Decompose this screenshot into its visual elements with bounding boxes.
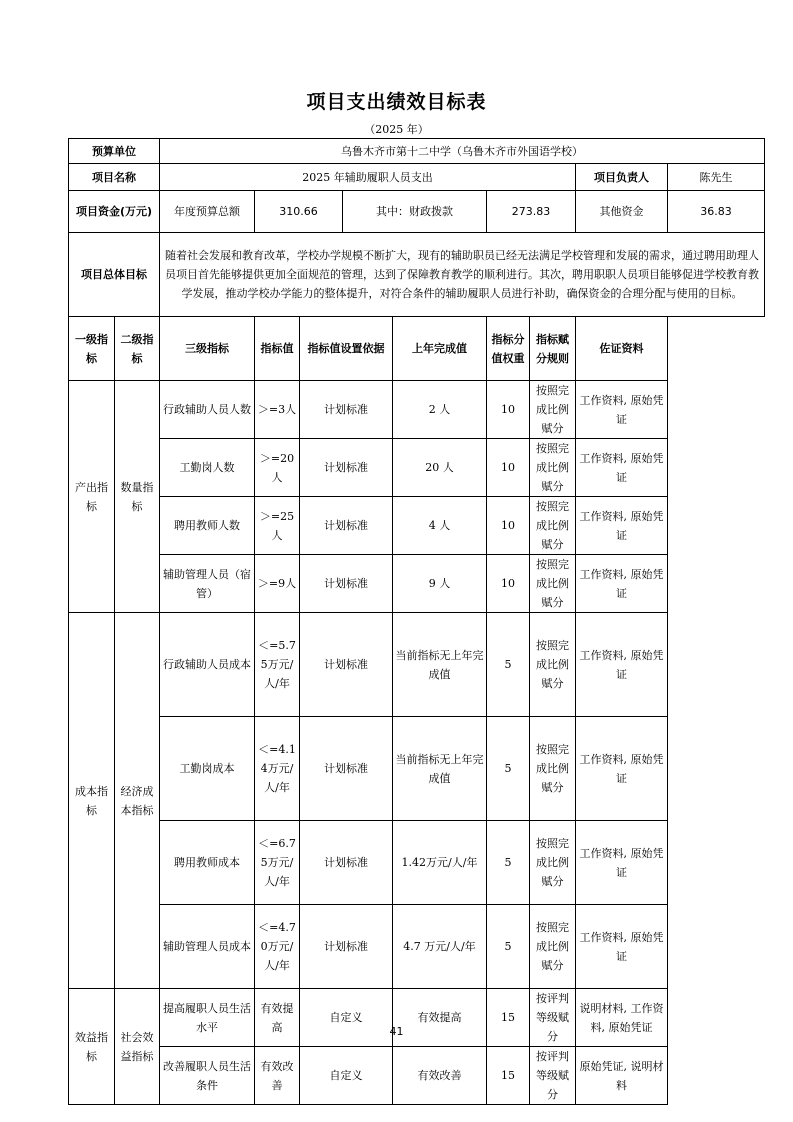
level1-indicator: 效益指标 bbox=[69, 989, 115, 1105]
indicator-value: ＞=25人 bbox=[255, 497, 300, 555]
header-level1: 一级指标 bbox=[69, 317, 115, 381]
level3-indicator-name: 行政辅助人员人数 bbox=[160, 381, 255, 439]
budget-unit-label: 预算单位 bbox=[69, 139, 160, 164]
header-scoring-rule: 指标赋分规则 bbox=[530, 317, 576, 381]
header-evidence: 佐证资料 bbox=[576, 317, 668, 381]
level3-indicator-name: 聘用教师成本 bbox=[160, 821, 255, 905]
indicator-weight: 5 bbox=[487, 717, 530, 821]
scoring-rule: 按照完成比例赋分 bbox=[530, 905, 576, 989]
scoring-rule: 按照完成比例赋分 bbox=[530, 497, 576, 555]
indicator-value: ＞=3人 bbox=[255, 381, 300, 439]
level2-indicator: 社会效益指标 bbox=[115, 989, 160, 1105]
header-last-year: 上年完成值 bbox=[393, 317, 487, 381]
level2-indicator: 经济成本指标 bbox=[115, 613, 160, 989]
level3-indicator-name: 辅助管理人员成本 bbox=[160, 905, 255, 989]
evidence-material: 工作资料, 原始凭证 bbox=[576, 497, 668, 555]
evidence-material: 工作资料, 原始凭证 bbox=[576, 381, 668, 439]
indicator-basis: 计划标准 bbox=[300, 821, 393, 905]
level3-indicator-name: 改善履职人员生活条件 bbox=[160, 1047, 255, 1105]
indicator-value: 有效提高 bbox=[255, 989, 300, 1047]
scoring-rule: 按照完成比例赋分 bbox=[530, 439, 576, 497]
last-year-value: 当前指标无上年完成值 bbox=[393, 613, 487, 717]
indicator-value: ＜=4.14万元/人/年 bbox=[255, 717, 300, 821]
budget-unit-value: 乌鲁木齐市第十二中学（乌鲁木齐市外国语学校） bbox=[160, 139, 765, 164]
header-value: 指标值 bbox=[255, 317, 300, 381]
indicator-row bbox=[69, 381, 765, 439]
indicator-basis: 计划标准 bbox=[300, 717, 393, 821]
scoring-rule: 按照完成比例赋分 bbox=[530, 381, 576, 439]
last-year-value: 1.42万元/人/年 bbox=[393, 821, 487, 905]
level3-indicator-name: 辅助管理人员（宿管） bbox=[160, 555, 255, 613]
level3-indicator-name: 提高履职人员生活水平 bbox=[160, 989, 255, 1047]
indicator-row bbox=[69, 717, 765, 821]
performance-target-table bbox=[68, 138, 765, 1105]
evidence-material: 说明材料, 工作资料, 原始凭证 bbox=[576, 989, 668, 1047]
last-year-value: 4 人 bbox=[393, 497, 487, 555]
indicator-basis: 自定义 bbox=[300, 1047, 393, 1105]
indicator-basis: 计划标准 bbox=[300, 555, 393, 613]
other-funds-value: 36.83 bbox=[668, 191, 765, 233]
fiscal-funds-label: 其中：财政拨款 bbox=[343, 191, 487, 233]
fiscal-funds-value: 273.83 bbox=[487, 191, 576, 233]
project-name-value: 2025 年辅助履职人员支出 bbox=[160, 164, 576, 191]
project-owner-label: 项目负责人 bbox=[576, 164, 668, 191]
indicator-row bbox=[69, 555, 765, 613]
indicator-row bbox=[69, 905, 765, 989]
scoring-rule: 按评判等级赋分 bbox=[530, 989, 576, 1047]
budget-unit-row bbox=[69, 139, 765, 164]
indicator-basis: 计划标准 bbox=[300, 439, 393, 497]
header-basis: 指标值设置依据 bbox=[300, 317, 393, 381]
total-budget-label: 年度预算总额 bbox=[160, 191, 255, 233]
level3-indicator-name: 工勤岗成本 bbox=[160, 717, 255, 821]
indicator-weight: 15 bbox=[487, 1047, 530, 1105]
indicator-weight: 15 bbox=[487, 989, 530, 1047]
indicator-row bbox=[69, 497, 765, 555]
indicator-value: ＜=5.75万元/人/年 bbox=[255, 613, 300, 717]
document-year: （2025 年） bbox=[364, 123, 429, 136]
indicator-value: ＜=4.70万元/人/年 bbox=[255, 905, 300, 989]
document-title: 项目支出绩效目标表 bbox=[306, 91, 487, 113]
indicator-weight: 10 bbox=[487, 555, 530, 613]
last-year-value: 20 人 bbox=[393, 439, 487, 497]
level3-indicator-name: 行政辅助人员成本 bbox=[160, 613, 255, 717]
indicator-weight: 5 bbox=[487, 905, 530, 989]
evidence-material: 工作资料, 原始凭证 bbox=[576, 613, 668, 717]
overall-goal-text: 随着社会发展和教育改革，学校办学规模不断扩大，现有的辅助职员已经无法满足学校管理和发展的需求，通过聘用助理人员项目首先能够提供更加全面规范的管理，达到了保障教育教学的顺利进行。其次，聘用职职人员项目能够促进学校教育教学发展，推动学校办学能力的整体提升，对符合条件的辅助履职人员进行补助，确保资金的合理分配与使用的目标。 bbox=[160, 233, 765, 317]
header-weight: 指标分值权重 bbox=[487, 317, 530, 381]
last-year-value: 当前指标无上年完成值 bbox=[393, 717, 487, 821]
indicator-weight: 10 bbox=[487, 497, 530, 555]
indicator-basis: 计划标准 bbox=[300, 613, 393, 717]
level3-indicator-name: 工勤岗人数 bbox=[160, 439, 255, 497]
last-year-value: 有效改善 bbox=[393, 1047, 487, 1105]
other-funds-label: 其他资金 bbox=[576, 191, 668, 233]
indicator-value: ＞=9人 bbox=[255, 555, 300, 613]
scoring-rule: 按照完成比例赋分 bbox=[530, 717, 576, 821]
indicator-basis: 计划标准 bbox=[300, 381, 393, 439]
overall-goal-label: 项目总体目标 bbox=[69, 233, 160, 317]
level2-indicator: 数量指标 bbox=[115, 381, 160, 613]
level1-indicator: 成本指标 bbox=[69, 613, 115, 989]
level1-indicator: 产出指标 bbox=[69, 381, 115, 613]
indicator-weight: 10 bbox=[487, 439, 530, 497]
scoring-rule: 按照完成比例赋分 bbox=[530, 555, 576, 613]
indicator-value: ＞=20人 bbox=[255, 439, 300, 497]
overall-goal-row bbox=[69, 233, 765, 317]
level3-indicator-name: 聘用教师人数 bbox=[160, 497, 255, 555]
evidence-material: 工作资料, 原始凭证 bbox=[576, 439, 668, 497]
last-year-value: 4.7 万元/人/年 bbox=[393, 905, 487, 989]
indicator-row bbox=[69, 439, 765, 497]
evidence-material: 原始凭证, 说明材料 bbox=[576, 1047, 668, 1105]
evidence-material: 工作资料, 原始凭证 bbox=[576, 555, 668, 613]
total-budget-value: 310.66 bbox=[255, 191, 343, 233]
project-owner-value: 陈先生 bbox=[668, 164, 765, 191]
last-year-value: 有效提高 bbox=[393, 989, 487, 1047]
funds-label: 项目资金(万元) bbox=[69, 191, 160, 233]
last-year-value: 9 人 bbox=[393, 555, 487, 613]
indicator-row bbox=[69, 1047, 765, 1105]
last-year-value: 2 人 bbox=[393, 381, 487, 439]
indicator-weight: 10 bbox=[487, 381, 530, 439]
indicator-row bbox=[69, 821, 765, 905]
scoring-rule: 按评判等级赋分 bbox=[530, 1047, 576, 1105]
indicator-value: 有效改善 bbox=[255, 1047, 300, 1105]
scoring-rule: 按照完成比例赋分 bbox=[530, 613, 576, 717]
indicator-value: ＜=6.75万元/人/年 bbox=[255, 821, 300, 905]
project-funds-row bbox=[69, 191, 765, 233]
header-level2: 二级指标 bbox=[115, 317, 160, 381]
indicator-weight: 5 bbox=[487, 821, 530, 905]
page-number: 41 bbox=[389, 1025, 404, 1038]
indicator-basis: 自定义 bbox=[300, 989, 393, 1047]
indicator-basis: 计划标准 bbox=[300, 905, 393, 989]
scoring-rule: 按照完成比例赋分 bbox=[530, 821, 576, 905]
evidence-material: 工作资料, 原始凭证 bbox=[576, 717, 668, 821]
indicator-row bbox=[69, 613, 765, 717]
indicator-weight: 5 bbox=[487, 613, 530, 717]
header-level3: 三级指标 bbox=[160, 317, 255, 381]
indicator-basis: 计划标准 bbox=[300, 497, 393, 555]
indicator-header-row bbox=[69, 317, 765, 381]
project-name-label: 项目名称 bbox=[69, 164, 160, 191]
project-name-row bbox=[69, 164, 765, 191]
evidence-material: 工作资料, 原始凭证 bbox=[576, 821, 668, 905]
evidence-material: 工作资料, 原始凭证 bbox=[576, 905, 668, 989]
